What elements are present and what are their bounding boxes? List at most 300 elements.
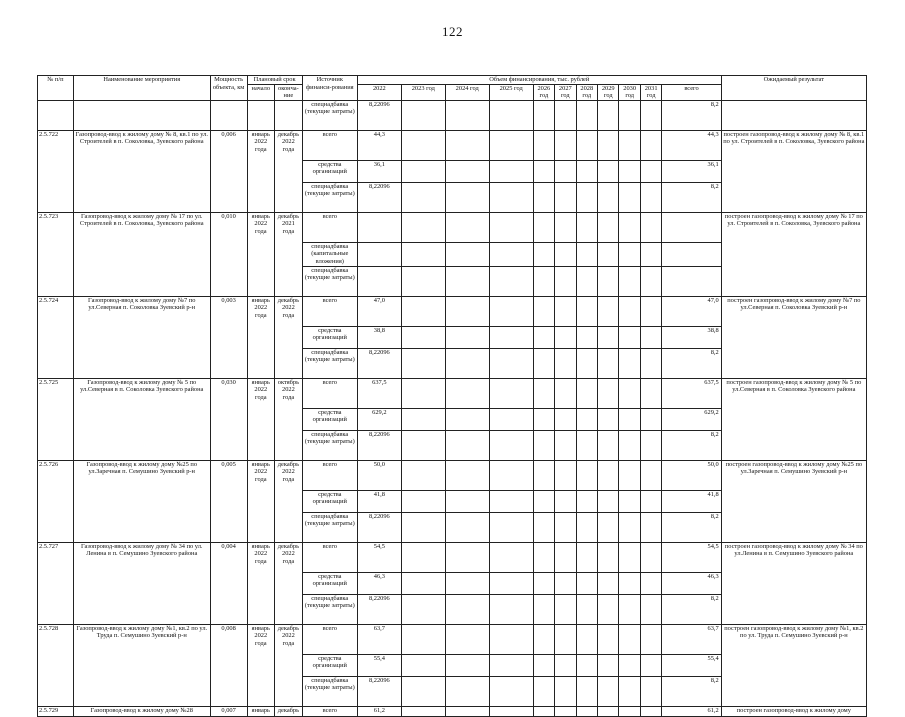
expected-result-cell: построен газопровод-ввод к жилому дому №25 по ул.Заречная п. Семушино Зуевский р-н [721,460,866,542]
y2022-cell: 8,22096 [357,512,401,542]
empty-cell [640,460,661,490]
empty-cell [598,676,619,706]
empty-cell [619,378,640,408]
measure-name-cell: Газопровод-ввод к жилому дому №1, кв.2 по ул. Труда п. Семушино Зуевский р-н [73,624,210,706]
empty-cell [533,378,554,408]
empty-cell [401,624,445,654]
empty-cell [401,242,445,266]
empty-cell [489,182,533,212]
y2022-cell: 8,22096 [357,182,401,212]
empty-cell [401,460,445,490]
empty-cell [533,100,554,130]
empty-cell [576,348,597,378]
col-header-year: 2023 год [401,84,445,100]
total-cell [662,242,721,266]
empty-cell [489,242,533,266]
empty-cell [555,130,576,160]
col-header-source: Источник финанси-рования [302,76,357,101]
empty-cell [555,430,576,460]
source-cell: средства организаций [302,654,357,676]
empty-cell [401,512,445,542]
empty-cell [401,326,445,348]
table-header [38,76,867,101]
total-cell: 46,3 [662,572,721,594]
start-date-cell: январь 2022 года [247,296,275,378]
col-header-name: Наименование мероприятия [73,76,210,101]
source-cell: средства организаций [302,326,357,348]
header-row-1 [38,76,867,85]
expected-result-cell: построен газопровод-ввод к жилому дому №7 по ул.Северная п. Соколовка Зуевский р-н [721,296,866,378]
col-header-year: 2030 год [619,84,640,100]
start-date-cell: январь [247,706,275,716]
source-cell: спецнадбавка (текущие затраты) [302,266,357,296]
empty-cell [576,676,597,706]
col-header-year: 2027 год [555,84,576,100]
measure-name-cell: Газопровод-ввод к жилому дому № 17 по ул. Строителей в п. Соколовка, Зуевского района [73,212,210,296]
total-cell: 41,8 [662,490,721,512]
empty-cell [598,378,619,408]
empty-cell [598,100,619,130]
empty-cell [401,490,445,512]
empty-cell [721,100,866,130]
empty-cell [401,130,445,160]
empty-cell [533,242,554,266]
measure-name-cell: Газопровод-ввод к жилому дому №25 по ул.Заречная п. Семушино Зуевский р-н [73,460,210,542]
capacity-cell: 0,010 [210,212,247,296]
empty-cell [598,542,619,572]
empty-cell [555,542,576,572]
end-date-cell: декабрь 2022 года [275,296,303,378]
end-date-cell: декабрь 2021 года [275,212,303,296]
empty-cell [533,594,554,624]
empty-cell [619,296,640,326]
total-cell: 47,0 [662,296,721,326]
empty-cell [445,242,489,266]
empty-cell [598,266,619,296]
total-cell: 8,2 [662,182,721,212]
empty-cell [533,296,554,326]
table-row [38,212,867,242]
empty-cell [533,266,554,296]
col-header-year: 2028 год [576,84,597,100]
empty-cell [619,430,640,460]
empty-cell [619,594,640,624]
empty-cell [576,378,597,408]
empty-cell [533,130,554,160]
empty-cell [555,266,576,296]
empty-cell [489,378,533,408]
empty-cell [489,326,533,348]
empty-cell [640,430,661,460]
y2022-cell: 46,3 [357,572,401,594]
empty-cell [555,100,576,130]
empty-cell [576,624,597,654]
empty-cell [489,460,533,490]
empty-cell [445,266,489,296]
empty-cell [640,182,661,212]
empty-cell [73,100,210,130]
y2022-cell: 8,22096 [357,100,401,130]
total-cell: 38,8 [662,326,721,348]
empty-cell [598,212,619,242]
empty-cell [640,326,661,348]
empty-cell [619,676,640,706]
total-cell: 629,2 [662,408,721,430]
row-id-cell: 2.5.726 [38,460,74,542]
capacity-cell: 0,008 [210,624,247,706]
table-body [38,100,867,716]
empty-cell [445,160,489,182]
total-cell [662,212,721,242]
y2022-cell [357,266,401,296]
col-header-year: 2029 год [598,84,619,100]
y2022-cell: 8,22096 [357,430,401,460]
capacity-cell: 0,004 [210,542,247,624]
total-cell: 8,2 [662,100,721,130]
row-id-cell: 2.5.728 [38,624,74,706]
table-row [38,130,867,160]
empty-cell [619,572,640,594]
empty-cell [533,430,554,460]
table-row [38,624,867,654]
empty-cell [576,130,597,160]
col-header-start: начало [247,84,275,100]
empty-cell [619,182,640,212]
empty-cell [598,296,619,326]
page-number: 122 [442,24,463,39]
empty-cell [576,326,597,348]
row-id-cell: 2.5.727 [38,542,74,624]
empty-cell [640,348,661,378]
y2022-cell: 8,22096 [357,348,401,378]
empty-cell [445,378,489,408]
start-date-cell: январь 2022 года [247,378,275,460]
empty-cell [640,266,661,296]
end-date-cell: декабрь 2022 года [275,460,303,542]
empty-cell [401,378,445,408]
empty-cell [640,654,661,676]
empty-cell [401,266,445,296]
y2022-cell: 61,2 [357,706,401,716]
start-date-cell: январь 2022 года [247,130,275,212]
empty-cell [489,212,533,242]
empty-cell [619,490,640,512]
empty-cell [598,654,619,676]
row-id-cell: 2.5.725 [38,378,74,460]
empty-cell [640,130,661,160]
capacity-cell: 0,003 [210,296,247,378]
empty-cell [576,542,597,572]
empty-cell [401,654,445,676]
empty-cell [640,512,661,542]
source-cell: всего [302,378,357,408]
empty-cell [445,430,489,460]
empty-cell [640,160,661,182]
empty-cell [533,182,554,212]
empty-cell [445,296,489,326]
source-cell: спецнадбавка (капитальные вложения) [302,242,357,266]
empty-cell [640,706,661,716]
empty-cell [533,460,554,490]
empty-cell [619,460,640,490]
col-header-year: 2024 год [445,84,489,100]
empty-cell [598,706,619,716]
empty-cell [555,654,576,676]
empty-cell [576,654,597,676]
empty-cell [275,100,303,130]
empty-cell [445,572,489,594]
empty-cell [401,594,445,624]
empty-cell [619,242,640,266]
financing-table [37,75,867,717]
source-cell: спецнадбавка (текущие затраты) [302,100,357,130]
col-header-year: 2031 год [640,84,661,100]
source-cell: спецнадбавка (текущие затраты) [302,676,357,706]
source-cell: всего [302,706,357,716]
empty-cell [555,594,576,624]
y2022-cell: 8,22096 [357,676,401,706]
empty-cell [576,490,597,512]
expected-result-cell: построен газопровод-ввод к жилому дому №1, кв.2 по ул. Труда п. Семушино Зуевский р-н [721,624,866,706]
col-header-year: 2025 год [489,84,533,100]
empty-cell [533,676,554,706]
table-row-continuation [38,100,867,130]
empty-cell [576,706,597,716]
empty-cell [576,430,597,460]
empty-cell [640,296,661,326]
empty-cell [555,212,576,242]
capacity-cell: 0,005 [210,460,247,542]
empty-cell [555,676,576,706]
total-cell: 54,5 [662,542,721,572]
expected-result-cell: построен газопровод-ввод к жилому дому № 8, кв.1 по ул. Строителей в п. Соколовка, Зуевского района [721,130,866,212]
empty-cell [401,408,445,430]
empty-cell [576,296,597,326]
empty-cell [489,408,533,430]
source-cell: всего [302,624,357,654]
empty-cell [489,100,533,130]
source-cell: средства организаций [302,572,357,594]
source-cell: всего [302,130,357,160]
empty-cell [640,378,661,408]
empty-cell [445,624,489,654]
empty-cell [489,130,533,160]
source-cell: спецнадбавка (текущие затраты) [302,594,357,624]
empty-cell [533,572,554,594]
col-header-total: всего [662,84,721,100]
measure-name-cell: Газопровод-ввод к жилому дому №28 [73,706,210,716]
col-header-planned-term: Плановый срок [247,76,302,85]
empty-cell [555,326,576,348]
source-cell: спецнадбавка (текущие затраты) [302,430,357,460]
source-cell: спецнадбавка (текущие затраты) [302,182,357,212]
empty-cell [401,542,445,572]
empty-cell [489,572,533,594]
total-cell: 8,2 [662,512,721,542]
source-cell: всего [302,542,357,572]
y2022-cell: 36,1 [357,160,401,182]
empty-cell [619,654,640,676]
total-cell: 61,2 [662,706,721,716]
measure-name-cell: Газопровод-ввод к жилому дому № 34 по ул. Ленина в п. Семушино Зуевского района [73,542,210,624]
y2022-cell: 50,0 [357,460,401,490]
total-cell: 8,2 [662,594,721,624]
empty-cell [598,572,619,594]
source-cell: всего [302,296,357,326]
end-date-cell: октябрь 2022 года [275,378,303,460]
source-cell: всего [302,460,357,490]
start-date-cell: январь 2022 года [247,460,275,542]
empty-cell [533,326,554,348]
y2022-cell: 637,5 [357,378,401,408]
start-date-cell: январь 2022 года [247,624,275,706]
empty-cell [533,408,554,430]
col-header-financing: Объем финансирования, тыс. рублей [357,76,721,85]
empty-cell [555,408,576,430]
measure-name-cell: Газопровод-ввод к жилому дому № 8, кв.1 по ул. Строителей в п. Соколовка, Зуевского района [73,130,210,212]
total-cell: 8,2 [662,430,721,460]
empty-cell [640,594,661,624]
empty-cell [489,266,533,296]
empty-cell [619,212,640,242]
capacity-cell: 0,006 [210,130,247,212]
source-cell: спецнадбавка (текущие затраты) [302,348,357,378]
table-row [38,460,867,490]
empty-cell [533,512,554,542]
col-header-num: № п/п [38,76,74,101]
empty-cell [445,490,489,512]
y2022-cell: 629,2 [357,408,401,430]
empty-cell [619,326,640,348]
empty-cell [489,594,533,624]
empty-cell [533,212,554,242]
row-id-cell: 2.5.722 [38,130,74,212]
empty-cell [445,676,489,706]
empty-cell [533,160,554,182]
empty-cell [640,242,661,266]
empty-cell [489,430,533,460]
total-cell: 36,1 [662,160,721,182]
start-date-cell: январь 2022 года [247,542,275,624]
empty-cell [555,182,576,212]
empty-cell [489,624,533,654]
empty-cell [489,542,533,572]
empty-cell [533,654,554,676]
col-header-year: 2026 год [533,84,554,100]
empty-cell [401,348,445,378]
empty-cell [533,706,554,716]
empty-cell [598,160,619,182]
empty-cell [401,706,445,716]
empty-cell [555,490,576,512]
empty-cell [576,408,597,430]
empty-cell [38,100,74,130]
empty-cell [555,296,576,326]
total-cell: 63,7 [662,624,721,654]
empty-cell [598,326,619,348]
col-header-end: оконча-ние [275,84,303,100]
source-cell: средства организаций [302,490,357,512]
empty-cell [640,624,661,654]
empty-cell [489,654,533,676]
empty-cell [533,348,554,378]
y2022-cell [357,242,401,266]
empty-cell [445,654,489,676]
empty-cell [555,460,576,490]
col-header-result: Ожидаемый результат [721,76,866,101]
empty-cell [445,326,489,348]
empty-cell [598,460,619,490]
empty-cell [619,408,640,430]
empty-cell [489,348,533,378]
empty-cell [445,348,489,378]
empty-cell [576,182,597,212]
end-date-cell: декабрь 2022 года [275,624,303,706]
empty-cell [489,706,533,716]
empty-cell [640,212,661,242]
col-header-year: 2022 [357,84,401,100]
empty-cell [576,242,597,266]
y2022-cell: 41,8 [357,490,401,512]
y2022-cell: 44,3 [357,130,401,160]
y2022-cell: 63,7 [357,624,401,654]
empty-cell [619,100,640,130]
empty-cell [619,130,640,160]
empty-cell [598,408,619,430]
empty-cell [555,706,576,716]
empty-cell [445,594,489,624]
empty-cell [555,378,576,408]
col-header-capacity: Мощность объекта, км [210,76,247,101]
empty-cell [619,542,640,572]
empty-cell [401,160,445,182]
empty-cell [401,676,445,706]
total-cell: 8,2 [662,676,721,706]
empty-cell [555,160,576,182]
empty-cell [619,624,640,654]
expected-result-cell: построен газопровод-ввод к жилому дому № 5 по ул.Северная в п. Соколовка Зуевского района [721,378,866,460]
empty-cell [619,512,640,542]
empty-cell [576,460,597,490]
expected-result-cell: построен газопровод-ввод к жилому дому № 17 по ул. Строителей в п. Соколовка, Зуевского района [721,212,866,296]
end-date-cell: декабрь [275,706,303,716]
table-row [38,378,867,408]
table-row [38,296,867,326]
empty-cell [576,594,597,624]
empty-cell [598,242,619,266]
empty-cell [489,160,533,182]
end-date-cell: декабрь 2022 года [275,542,303,624]
empty-cell [533,542,554,572]
source-cell: средства организаций [302,160,357,182]
empty-cell [489,512,533,542]
empty-cell [619,348,640,378]
empty-cell [533,490,554,512]
empty-cell [598,130,619,160]
empty-cell [445,706,489,716]
empty-cell [576,212,597,242]
empty-cell [210,100,247,130]
empty-cell [401,212,445,242]
source-cell: средства организаций [302,408,357,430]
table-row-partial [38,706,867,716]
empty-cell [445,542,489,572]
table-row [38,542,867,572]
empty-cell [489,296,533,326]
empty-cell [598,430,619,460]
empty-cell [576,266,597,296]
empty-cell [640,676,661,706]
